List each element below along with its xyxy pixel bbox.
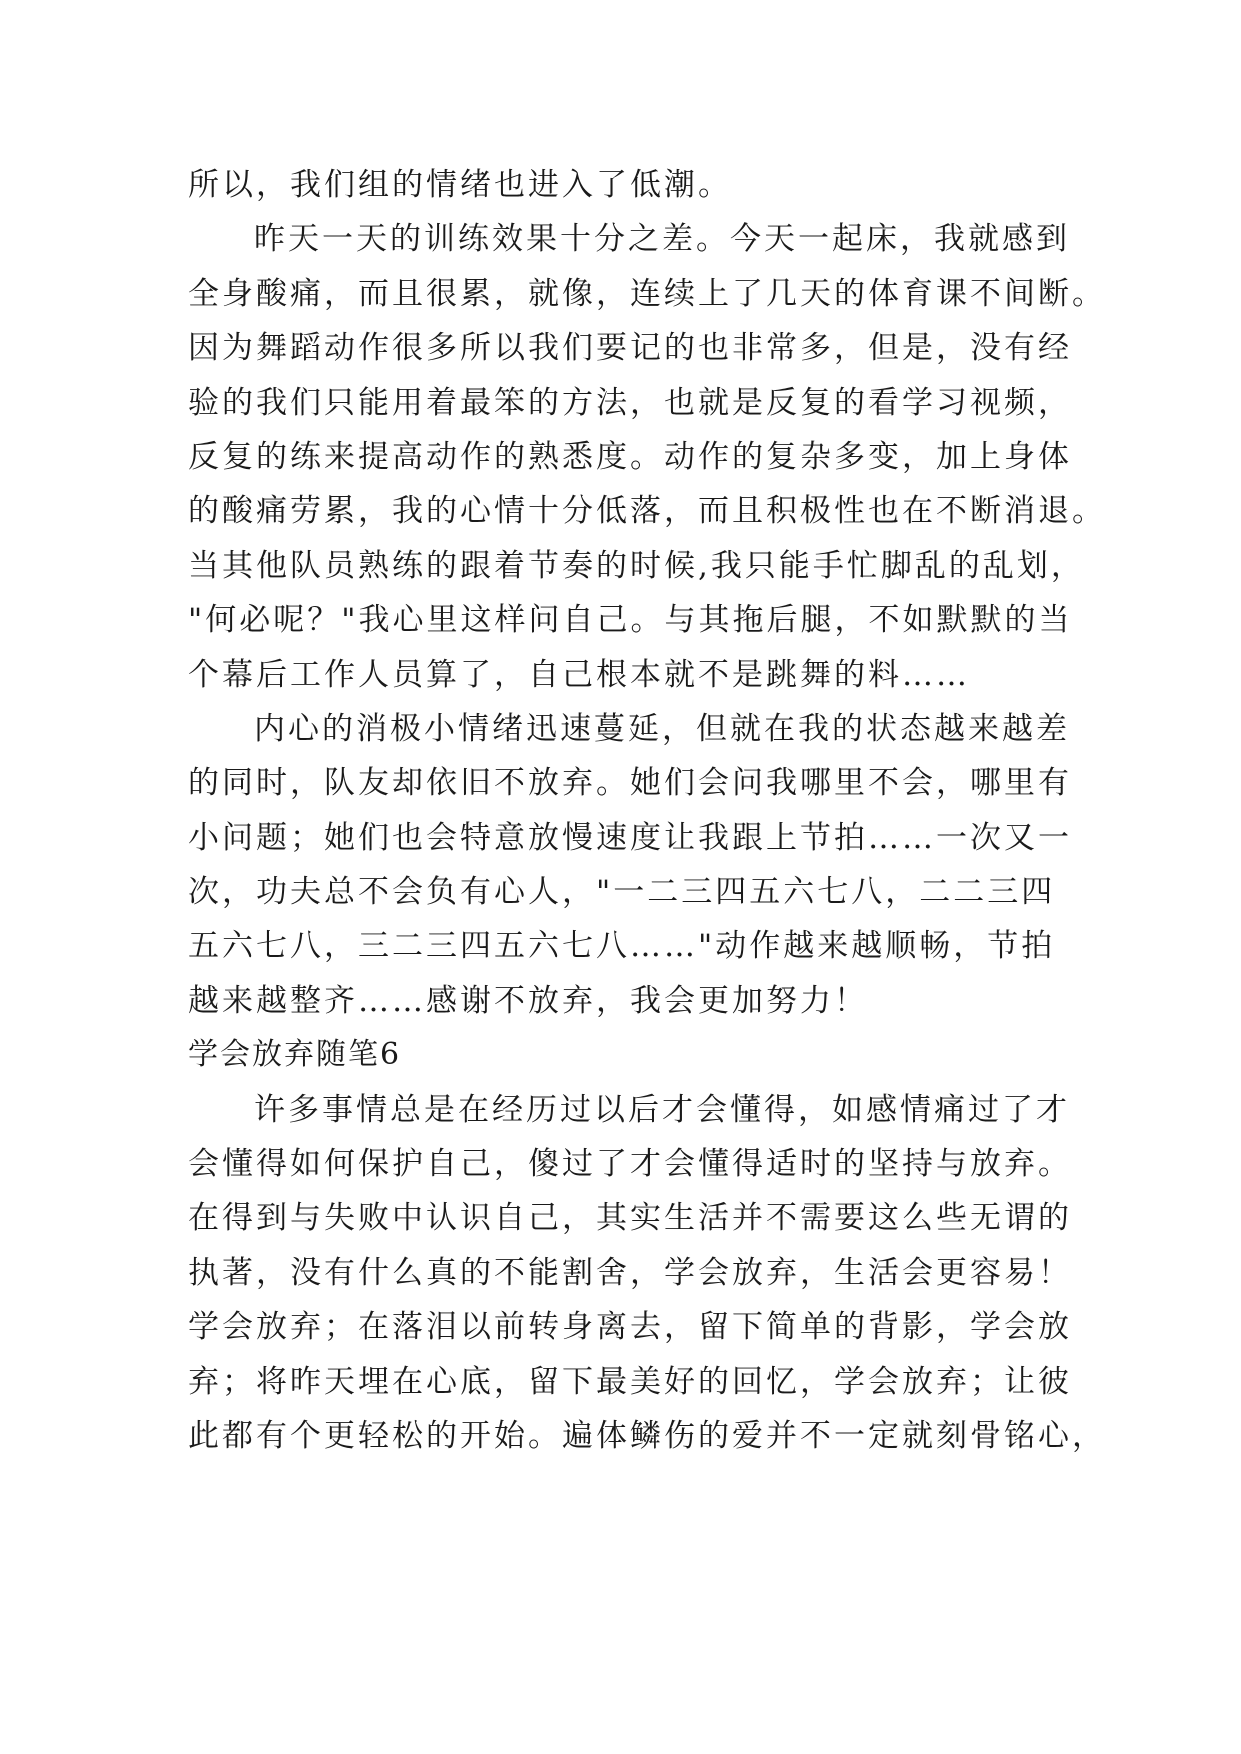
text-line: 内心的消极小情绪迅速蔓延，但就在我的状态越来越差 [254, 710, 1070, 747]
text-line: 昨天一天的训练效果十分之差。今天一起床，我就感到 [254, 221, 1070, 258]
text-line: 会懂得如何保护自己，傻过了才会懂得适时的坚持与放弃。 [188, 1146, 1072, 1183]
text-line: 当其他队员熟练的跟着节奏的时候,我只能手忙脚乱的乱划， [188, 547, 1085, 584]
text-line: 五六七八，三二三四五六七八……"动作越来越顺畅，节拍 [188, 928, 1056, 965]
text-line: 的酸痛劳累，我的心情十分低落，而且积极性也在不断消退。 [188, 493, 1106, 530]
text-line: 执著，没有什么真的不能割舍，学会放弃，生活会更容易！ [188, 1254, 1072, 1291]
text-line: 次，功夫总不会负有心人，"一二三四五六七八，二二三四 [188, 874, 1056, 911]
text-line: 弃；将昨天埋在心底，留下最美好的回忆，学会放弃；让彼 [188, 1363, 1072, 1400]
text-line: 此都有个更轻松的开始。遍体鳞伤的爱并不一定就刻骨铭心， [188, 1417, 1106, 1454]
text-line: 学会放弃；在落泪以前转身离去，留下简单的背影，学会放 [188, 1309, 1072, 1346]
text-line: 的同时，队友却依旧不放弃。她们会问我哪里不会，哪里有 [188, 765, 1072, 802]
text-line: 验的我们只能用着最笨的方法，也就是反复的看学习视频， [188, 384, 1072, 421]
text-line: 在得到与失败中认识自己，其实生活并不需要这么些无谓的 [188, 1200, 1072, 1237]
text-line: 越来越整齐……感谢不放弃，我会更加努力！ [188, 982, 868, 1019]
text-line: 反复的练来提高动作的熟悉度。动作的复杂多变，加上身体 [188, 438, 1072, 475]
text-line: 全身酸痛，而且很累，就像，连续上了几天的体育课不间断。 [188, 275, 1106, 312]
text-line: "何必呢？"我心里这样问自己。与其拖后腿，不如默默的当 [188, 602, 1073, 639]
text-line: 所以，我们组的情绪也进入了低潮。 [188, 167, 732, 203]
text-line: 小问题；她们也会特意放慢速度让我跟上节拍……一次又一 [188, 819, 1072, 856]
text-line: 因为舞蹈动作很多所以我们要记的也非常多，但是，没有经 [188, 330, 1072, 367]
section-heading: 学会放弃随笔6 [188, 1037, 402, 1073]
text-line: 许多事情总是在经历过以后才会懂得，如感情痛过了才 [254, 1091, 1070, 1128]
document-body [188, 158, 1106, 1463]
text-line: 个幕后工作人员算了，自己根本就不是跳舞的料…… [188, 656, 970, 693]
